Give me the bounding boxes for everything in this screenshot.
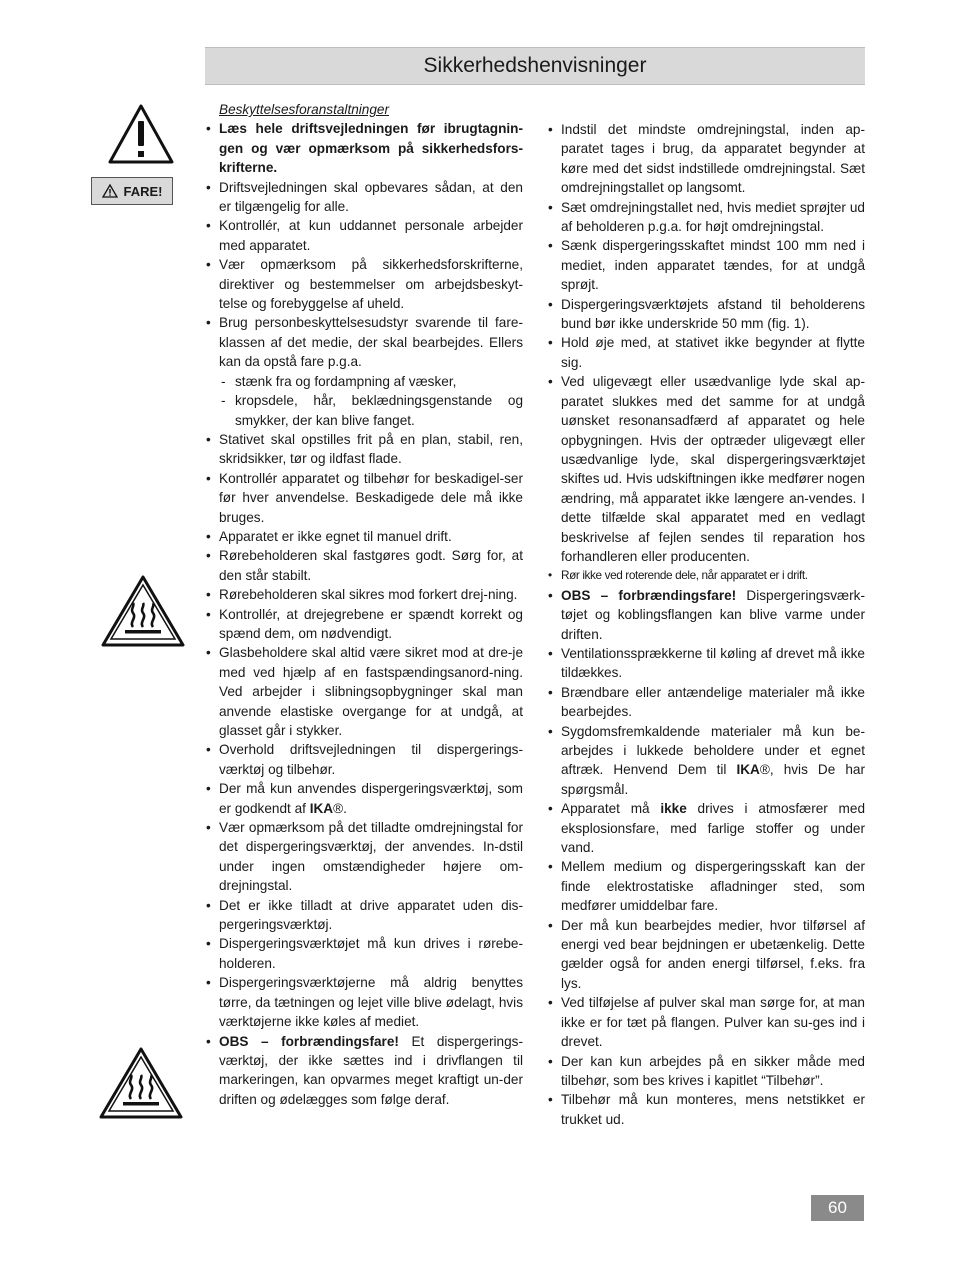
bullet-text: Et dispergerings-værktøj, der ikke sættes ind i drivflangen til markeringen, kan opvarmes meget kraftigt un-der driften og ødelægges som følge deraf. (219, 1033, 523, 1107)
bullet-bold-text: Læs hele driftsvejledningen før ibrugtagnin-gen og vær opmærksom på sikkerhedsfors-krifterne. (219, 121, 523, 176)
bullet-item (547, 372, 865, 566)
bullet-text: Mellem medium og dispergeringsskaft kan der finde elektrostatiske afladninger sted, som medfører umiddelbar fare. (561, 859, 865, 914)
bullet-item (205, 643, 523, 740)
left-column (205, 100, 523, 1109)
bullet-text: Hold øje med, at stativet ikke begynder at flytte sig. (561, 335, 865, 370)
hot-surface-icon (101, 575, 185, 647)
bullet-text: Rørebeholderen skal fastgøres godt. Sørg for, at den står stabilt. (219, 548, 523, 583)
left-bullet-list (205, 119, 523, 1109)
bullet-text: Brug personbeskyttelsesudstyr svarende til fare-klassen af det medie, der skal bearbejdes. Ellers kan da opstå fare p.g.a. (219, 315, 523, 370)
danger-label (91, 177, 173, 205)
bullet-item (547, 722, 865, 800)
bullet-bold-text: IKA (736, 762, 760, 778)
right-column (547, 100, 865, 1129)
bullet-item (205, 430, 523, 469)
bullet-item (547, 1052, 865, 1091)
bullet-item (547, 120, 865, 198)
bullet-item (547, 644, 865, 683)
bullet-text: Apparatet er ikke egnet til manuel drift. (219, 528, 452, 544)
bullet-item (547, 683, 865, 722)
bullet-item (547, 1090, 865, 1129)
bullet-text: Stativet skal opstilles frit på en plan, stabil, ren, skridsikker, tør og ildfast flade. (219, 431, 523, 467)
bullet-item (547, 857, 865, 915)
bullet-text: Rørebeholderen skal sikres mod forkert drej-ning. (219, 587, 518, 603)
bullet-text: Rør ikke ved roterende dele, når apparatet er i drift. (561, 568, 808, 583)
page-number (811, 1195, 864, 1221)
bullet-bold-text: OBS – forbrændingsfare! (219, 1033, 399, 1049)
bullet-text: Dispergeringsværk-tøjet og koblingsflangen kan blive varme under driften. (561, 587, 865, 642)
dash-item: - kropsdele, hår, beklædningsgenstande og smykker, der kan blive fanget. (219, 391, 523, 430)
bullet-text: ®, hvis De har spørgsmål. (561, 762, 865, 797)
bullet-item (205, 585, 523, 604)
bullet-text: Glasbeholdere skal altid være sikret mod at dre-je med ved hjælp af en fastspændingsanord-ning. Ved arbejder i slibningsopbygninger skal man anvende elastiske overgange for at undgå, at glasset går i stykker. (219, 645, 523, 738)
bullet-bold-text: OBS – forbrændingsfare! (561, 587, 737, 603)
bullet-item (205, 934, 523, 973)
bullet-item (547, 198, 865, 237)
bullet-text: drives i atmosfærer med eksplosionsfare, med farlige stoffer og under vand. (561, 801, 865, 856)
bullet-bold-text: ikke (660, 801, 687, 817)
bullet-text: Brændbare eller antændelige materialer må ikke bearbejdes. (561, 684, 865, 720)
bullet-text: Kontrollér apparatet og tilbehør for beskadigel-ser før hver anvendelse. Beskadigede dele må ikke bruges. (219, 470, 523, 525)
bullet-text: Der må kun anvendes dispergeringsværktøj, som er godkendt af (219, 781, 523, 816)
bullet-item (205, 469, 523, 527)
bullet-text: Vær opmærksom på det tilladte omdrejningstal for det dispergeringsværktøj, der anvendes. In-dstil under ingen omstændigheder højere om-drejningstal. (219, 820, 523, 894)
bullet-item (205, 216, 523, 255)
bullet-text: Ved tilføjelse af pulver skal man sørge for, at man ikke er for tæt på flangen. Pulver kan su-ges ind i drevet. (561, 995, 865, 1050)
bullet-item (205, 178, 523, 217)
bullet-text: Kontrollér, at kun uddannet personale arbejder med apparatet. (219, 218, 523, 253)
bullet-item (547, 916, 865, 994)
bullet-item (205, 973, 523, 1031)
bullet-item (205, 605, 523, 644)
bullet-item (205, 779, 523, 818)
bullet-item (205, 896, 523, 935)
bullet-item (205, 255, 523, 313)
bullet-text: ®. (333, 800, 347, 816)
bullet-item (205, 1032, 523, 1110)
bullet-item (205, 527, 523, 546)
bullet-text: Ventilationssprækkerne til køling af drevet må ikke tildækkes. (561, 645, 865, 681)
bullet-text: Sygdomsfremkaldende materialer må kun be-arbejdes i lukkede beholdere under et egnet aftræk. Henvend Dem til (561, 723, 865, 778)
section-subheading: Beskyttelsesforanstaltninger (219, 102, 390, 117)
warning-triangle-icon (107, 103, 175, 165)
page-title: Sikkerhedshenvisninger (423, 54, 647, 77)
bullet-text: Vær opmærksom på sikkerhedsforskrifterne, direktiver og bestemmelser om arbejdsbeskyt-telse og forebyggelse af uheld. (219, 257, 523, 312)
bullet-text: Ved uligevægt eller usædvanlige lyde skal ap-paratet slukkes med det samme for at undgå uønsket resonansadfærd af apparatet og hele opbygningen. Hvis der optræder uligevægt eller usædvanlige lyde, skal dispergeringsværktøjet skiftes ud. Hvis udskiftningen ikke medfører nogen ændring, må apparatet ikke længere an-vendes. I dette tilfælde skal apparatet med en vedlagt beskrivelse af fejlen sendes til reparation hos forhandleren eller producenten. (561, 374, 865, 564)
bullet-text: Overhold driftsvejledningen til dispergerings-værktøj og tilbehør. (219, 742, 523, 777)
hot-surface-icon (99, 1047, 183, 1119)
bullet-item (547, 586, 865, 644)
bullet-item (205, 119, 523, 177)
warning-small-icon (102, 184, 118, 198)
bullet-text: Sæt omdrejningstallet ned, hvis mediet sprøjter ud af beholderen p.g.a. for højt omdrejningstal. (561, 199, 865, 235)
right-bullet-list (547, 120, 865, 1129)
bullet-item (547, 566, 865, 585)
bullet-text: Det er ikke tilladt at drive apparatet uden dis-pergeringsværktøj. (219, 897, 523, 933)
page-title-bar (205, 47, 865, 85)
bullet-item (547, 799, 865, 857)
bullet-text: Dispergeringsværktøjerne må aldrig benyttes tørre, da tætningen og lejet ville blive ødelagt, hvis værktøjerne ikke køles af mediet. (219, 975, 523, 1030)
bullet-text: Kontrollér, at drejegrebene er spændt korrekt og spænd dem, om nødvendigt. (219, 606, 523, 641)
bullet-item (547, 236, 865, 294)
bullet-item (205, 546, 523, 585)
dash-sublist (219, 372, 523, 430)
bullet-text: Apparatet må (561, 801, 661, 817)
bullet-text: Der kan kun arbejdes på en sikker måde med tilbehør, som bes krives i kapitlet “Tilbehør”. (561, 1053, 865, 1088)
page-number-text: 60 (828, 1198, 847, 1217)
bullet-text: Der må kun bearbejdes medier, hvor tilførsel af energi ved bear bejdningen er ubetænkelig. Dette gælder også for anden energi tilførsel, f.eks. fra lys. (561, 917, 865, 991)
dash-item: - stænk fra og fordampning af væsker, (219, 372, 523, 391)
danger-label-text: FARE! (123, 183, 163, 199)
bullet-item (205, 818, 523, 896)
bullet-item (547, 333, 865, 372)
bullet-text: Driftsvejledningen skal opbevares sådan, at den er tilgængelig for alle. (219, 179, 523, 215)
bullet-bold-text: IKA (309, 800, 334, 816)
bullet-text: Dispergeringsværktøjets afstand til beholderens bund bør ikke underskride 50 mm (fig. 1). (561, 296, 865, 332)
bullet-text: Indstil det mindste omdrejningstal, inden ap-paratet tages i brug, da apparatet begynder at køre med det sidst indstillede omdrejningstal. Sæt omdrejningstallet op langsomt. (561, 122, 865, 196)
bullet-item (205, 313, 523, 429)
bullet-text: Tilbehør må kun monteres, mens netstikket er trukket ud. (561, 1092, 865, 1127)
bullet-item (547, 993, 865, 1051)
bullet-item (547, 295, 865, 334)
bullet-text: Sænk dispergeringsskaftet mindst 100 mm ned i mediet, inden apparatet tændes, for at undgå sprøjt. (561, 238, 865, 293)
bullet-item (205, 740, 523, 779)
bullet-text: Dispergeringsværktøjet må kun drives i rørebe-holderen. (219, 936, 523, 971)
